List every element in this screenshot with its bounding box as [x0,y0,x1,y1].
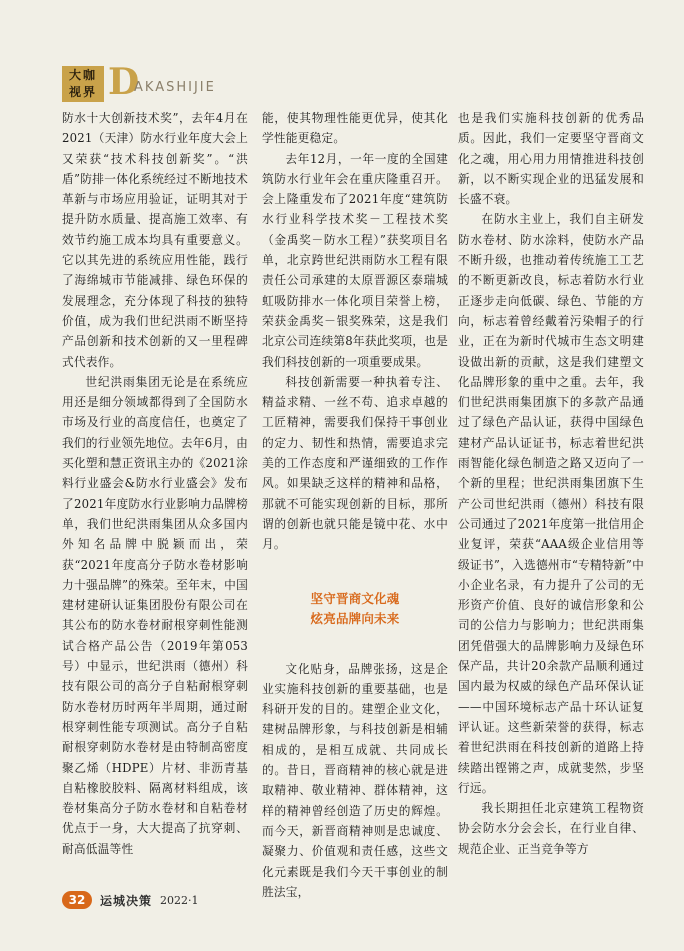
paragraph: 文化贴身，品牌张扬，这是企业实施科技创新的重要基础，也是科研开发的目的。建塑企业文化，建树品牌形象，与科技创新是相辅相成的，是相互成就、共同成长的。昔日，晋商精神的核心就是进取精神、敬业精神、群体精神，这样的精神曾经创造了历史的辉煌。而今天，新晋商精神则是忠诚度、凝聚力、价值观和责任感，这些文化元素既是我们今天干事创业的制胜法宝， [262,661,448,899]
text-column-3 [458,108,644,859]
section-brand: AKASHIJIE [134,80,216,95]
text-column-2 [262,108,448,902]
page-number: 32 [62,891,92,909]
badge-line2: 视界 [68,85,97,99]
paragraph: 在防水主业上，我们自主研发防水卷材、防水涂料，使防水产品不断升级，也推动着传统施工工艺的不断更新改良，标志着防水行业正逐步走向低碳、绿色、节能的方向，标志着曾经戴着污染帽子的行业，正在为新时代城市生态文明建设做出新的贡献，这是我们建塑文化品牌形象的重中之重。去年，我们世纪洪雨集团旗下的多款产品通过了绿色产品认证，获得中国绿色建材产品认证证书，标志着世纪洪雨智能化绿色制造之路又迈向了一个新的里程；世纪洪雨集团旗下生产公司世纪洪雨（德州）科技有限公司通过了2021年度第一批信用企业复评，荣获“AAA级企业信用等级证书”，入选德州市“专精特新”中小企业名录，有力提升了公司的无形资产价值、良好的诚信形象和公司的公信力与影响力；世纪洪雨集团凭借强大的品牌影响力及绿色环保产品，共计20余款产品顺利通过国内最为权威的绿色产品环保认证——中国环境标志产品十环认证复评认证。这些新荣誉的获得，标志着世纪洪雨在科技创新的道路上持续踏出铿锵之声，成就斐然，步坚行远。 [458,212,644,795]
issue-number: 2022·1 [160,893,199,907]
section-header [62,61,582,106]
paragraph: 科技创新需要一种执着专注、精益求精、一丝不苟、追求卓越的工匠精神，需要我们保持干事创业的定力、韧性和热情，需要追求完美的工作态度和严谨细致的工作作风。如果缺乏这样的精神和品格，那就不可能实现创新的目标，那所谓的创新也就只能是镜中花、水中月。 [262,374,448,552]
paragraph: 也是我们实施科技创新的优秀品质。因此，我们一定要坚守晋商文化之魂，用心用力用情推进科技创新，以不断实现企业的迅猛发展和长盛不衰。 [458,111,644,207]
paragraph: 我长期担任北京建筑工程物资协会防水分会会长，在行业自律、规范企业、正当竞争等方 [458,801,644,856]
paragraph: 去年12月，一年一度的全国建筑防水行业年会在重庆隆重召开。会上隆重发布了2021年度“建筑防水行业科学技术奖－工程技术奖（金禹奖－防水工程）”获奖项目名单，北京跨世纪洪雨防水工程有限责任公司承建的太原晋源区泰瑞城虹吸防排水一体化项目荣誉上榜，荣获金禹奖－银奖殊荣，这是我们北京公司连续第8年获此奖项，也是我们科技创新的一项重要成果。 [262,151,448,369]
badge-line1: 大咖 [68,68,97,82]
text-column-1 [62,108,248,859]
paragraph: 世纪洪雨集团无论是在系统应用还是细分领域都得到了全国防水市场及行业的高度信任，也奠定了我们的行业领先地位。去年6月，由买化塑和慧正资讯主办的《2021涂料行业盛会&防水行业盛会》发布了2021年度防水行业影响力品牌榜单，我们世纪洪雨集团从众多国内外知名品牌中脱颖而出，荣获“2021年度高分子防水卷材影响力十强品牌”的殊荣。至年末，中国建材建研认证集团股份有限公司在其公布的防水卷材耐根穿刺性能测试合格产品公告（2019年第053号）中显示，世纪洪雨（德州）科技有限公司的高分子自粘耐根穿刺防水卷材历时两年半周期，通过耐根穿刺性能专项测试。高分子自粘耐根穿刺防水卷材是由特制高密度聚乙烯（HDPE）片材、非沥青基自粘橡胶胶料、隔离材料组成，该卷材集高分子防水卷材和自粘卷材优点于一身，大大提高了抗穿刺、耐高低温等性 [62,374,248,856]
section-badge [62,66,104,102]
magazine-name: 运城决策 [100,893,153,908]
subheading-line1: 坚守晋商文化魂 [310,590,400,606]
subheading-line2: 炫亮品牌向未来 [310,610,400,626]
page-footer [62,888,362,912]
section-initial: D [108,61,140,103]
paragraph: 防水十大创新技术奖”，去年4月在2021（天津）防水行业年度大会上又荣获“技术科技创新奖”。“洪盾”防排一体化系统经过不断地技术革新与市场应用验证，证明其对于提升防水质量、提高施工效率、有效节约施工成本均具有重要意义。它以其先进的系统应用性能，践行了海绵城市节能减排、绿色环保的发展理念，充分体现了科技的独特价值，成为我们世纪洪雨不断坚持产品创新和技术创新的又一里程碑式代表作。 [62,111,248,369]
section-subheading [262,589,448,629]
paragraph: 能，使其物理性能更优异，使其化学性能更稳定。 [262,111,448,146]
